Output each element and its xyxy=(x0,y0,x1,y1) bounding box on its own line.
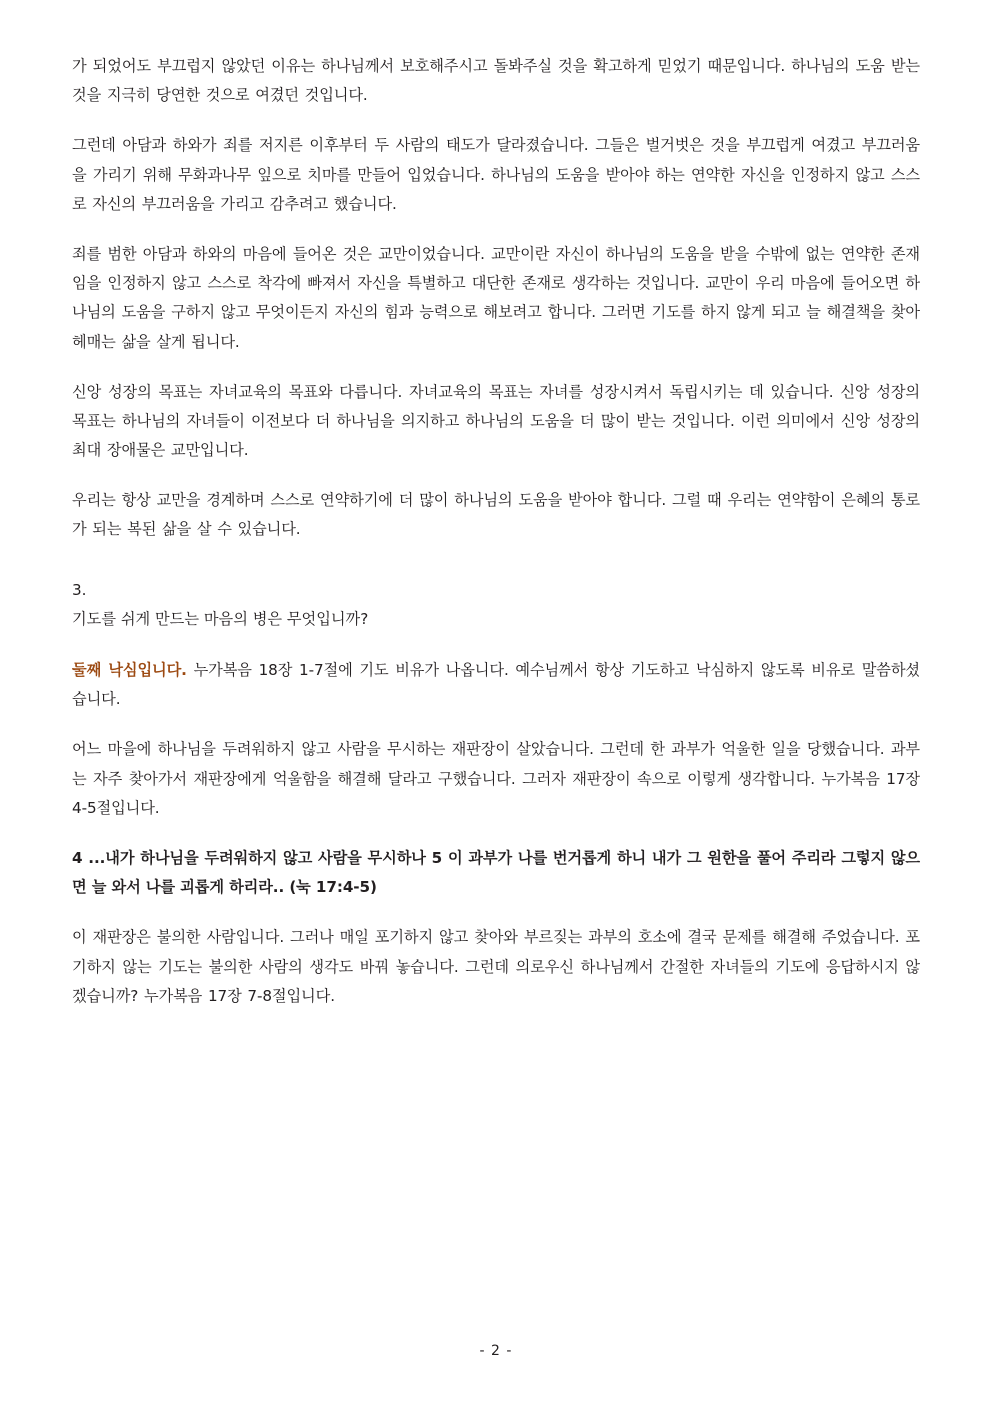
scripture-quote: 4 ...내가 하나님을 두려워하지 않고 사람을 무시하나 5 이 과부가 나를 번거롭게 하니 내가 그 원한을 풀어 주리라 그렇지 않으면 늘 와서 나를 괴롭게 하리라.. (눅 17:4-5) xyxy=(72,848,920,897)
paragraph-1: 가 되었어도 부끄럽지 않았던 이유는 하나님께서 보호해주시고 돌봐주실 것을 확고하게 믿었기 때문입니다. 하나님의 도움 받는 것을 지극히 당연한 것으로 여겼던 것입니다. xyxy=(72,57,920,105)
point-rest: 누가복음 18장 1-7절에 기도 비유가 나옵니다. 예수님께서 항상 기도하고 낙심하지 않도록 비유로 말씀하셨습니다. xyxy=(72,661,920,709)
section-spacer xyxy=(72,566,920,576)
point-lead: 둘째 낙심입니다. xyxy=(72,661,187,679)
question-number: 3. xyxy=(72,580,87,599)
paragraph-2: 그런데 아담과 하와가 죄를 저지른 이후부터 두 사람의 태도가 달라졌습니다. 그들은 벌거벗은 것을 부끄럽게 여겼고 부끄러움을 가리기 위해 무화과나무 잎으로 치마를 만들어 입었습니다. 하나님의 도움을 받아야 하는 연약한 자신을 인정하지 않고 스스로 자신의 부끄러움을 가리고 감추려고 했습니다. xyxy=(72,136,920,213)
question-text: 기도를 쉬게 만드는 마음의 병은 무엇입니까? xyxy=(72,609,369,628)
paragraph-3: 죄를 범한 아담과 하와의 마음에 들어온 것은 교만이었습니다. 교만이란 자신이 하나님의 도움을 받을 수밖에 없는 연약한 존재임을 인정하지 않고 스스로 착각에 빠져서 자신을 특별하고 대단한 존재로 생각하는 것입니다. 교만이 우리 마음에 들어오면 하나님의 도움을 구하지 않고 무엇이든지 자신의 힘과 능력으로 해보려고 합니다. 그러면 기도를 하지 않게 되고 늘 해결책을 찾아 헤매는 삶을 살게 됩니다. xyxy=(72,244,920,351)
paragraph-5: 우리는 항상 교만을 경계하며 스스로 연약하기에 더 많이 하나님의 도움을 받아야 합니다. 그럴 때 우리는 연약함이 은혜의 통로가 되는 복된 삶을 살 수 있습니다. xyxy=(72,491,920,539)
paragraph-6: 어느 마을에 하나님을 두려워하지 않고 사람을 무시하는 재판장이 살았습니다. 그런데 한 과부가 억울한 일을 당했습니다. 과부는 자주 찾아가서 재판장에게 억울함을 해결해 달라고 구했습니다. 그러자 재판장이 속으로 이렇게 생각합니다. 누가복음 17장 4-5절입니다. xyxy=(72,740,920,817)
paragraph-4: 신앙 성장의 목표는 자녀교육의 목표와 다릅니다. 자녀교육의 목표는 자녀를 성장시켜서 독립시키는 데 있습니다. 신앙 성장의 목표는 하나님의 자녀들이 이전보다 더 하나님을 의지하고 하나님의 도움을 더 많이 받는 것입니다. 이런 의미에서 신앙 성장의 최대 장애물은 교만입니다. xyxy=(72,382,920,460)
paragraph-7: 이 재판장은 불의한 사람입니다. 그러나 매일 포기하지 않고 찾아와 부르짖는 과부의 호소에 결국 문제를 해결해 주었습니다. 포기하지 않는 기도는 불의한 사람의 생각도 바꿔 놓습니다. 그런데 의로우신 하나님께서 간절한 자녀들의 기도에 응답하시지 않겠습니까? 누가복음 17장 7-8절입니다. xyxy=(72,928,920,1005)
page-number: - 2 - xyxy=(479,1343,513,1359)
point-paragraph xyxy=(72,656,920,714)
